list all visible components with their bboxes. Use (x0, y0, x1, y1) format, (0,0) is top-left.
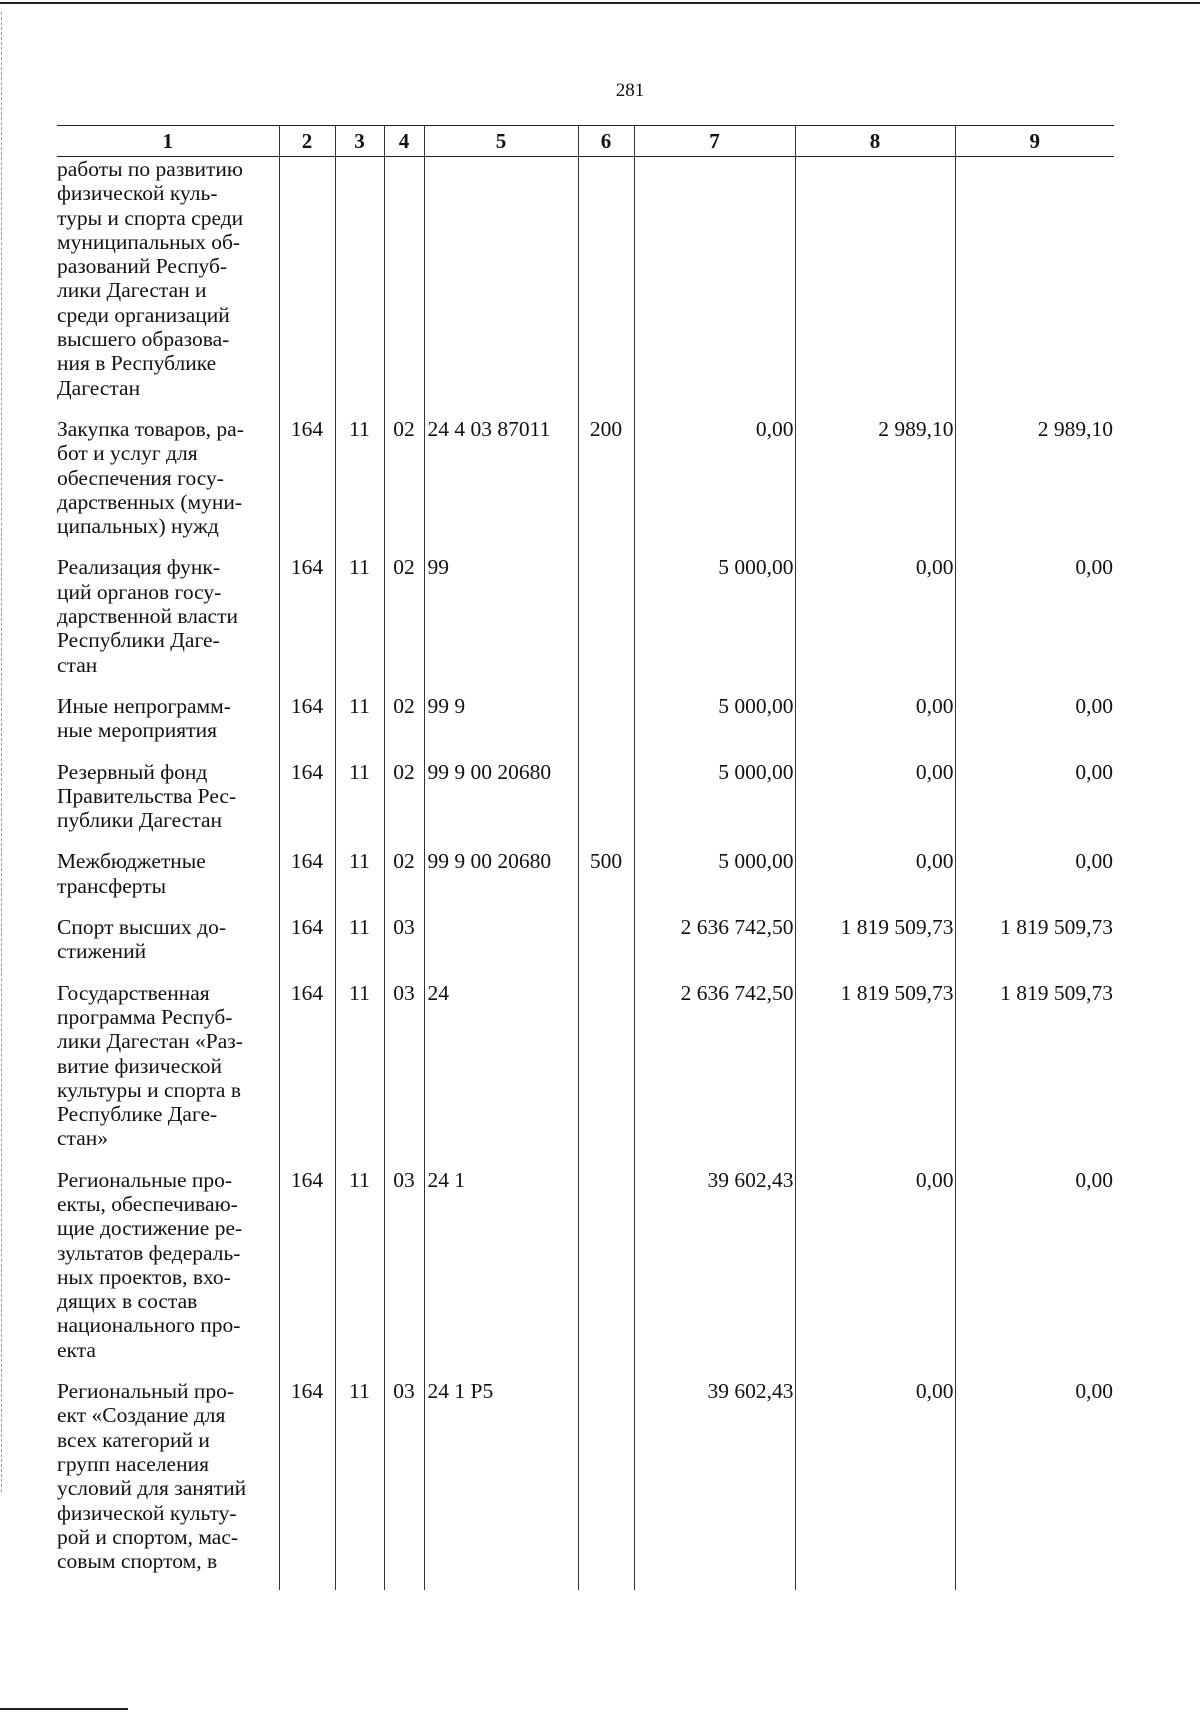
cell-amount-col9: 1 819 509,73 (955, 981, 1114, 1168)
cell-amount-col7: 5 000,00 (634, 849, 795, 915)
name-line: всех категорий и (57, 1427, 210, 1452)
name-line: физической куль- (57, 181, 218, 206)
table-row (57, 417, 1114, 555)
name-line: ект «Создание для (57, 1403, 226, 1428)
name-line: высшего образова- (57, 327, 230, 352)
header-col-6: 6 (578, 126, 634, 157)
cell-name (57, 849, 279, 915)
cell-grbs: 164 (279, 915, 335, 981)
cell-expense-type (578, 157, 634, 417)
cell-amount-col8: 0,00 (795, 694, 955, 760)
name-line: екты, обеспечиваю- (57, 1191, 238, 1216)
name-line: обеспечения госу- (57, 465, 224, 490)
name-line: ций органов госу- (57, 579, 222, 604)
name-line: витие физической (57, 1053, 222, 1078)
cell-subsection: 02 (384, 555, 424, 693)
cell-section: 11 (335, 1379, 384, 1590)
cell-grbs: 164 (279, 981, 335, 1168)
table-row (57, 1379, 1114, 1590)
cell-expense-type (578, 915, 634, 981)
page-number: 281 (615, 80, 645, 101)
name-line: дарственной власти (57, 604, 238, 629)
table-row (57, 694, 1114, 760)
table-row (57, 555, 1114, 693)
cell-name (57, 1168, 279, 1379)
cell-name (57, 157, 279, 417)
cell-amount-col9: 1 819 509,73 (955, 915, 1114, 981)
cell-grbs (279, 157, 335, 417)
cell-target-article: 24 (424, 981, 578, 1168)
cell-expense-type: 500 (578, 849, 634, 915)
cell-amount-col7 (634, 157, 795, 417)
name-line: ные мероприятия (57, 718, 217, 743)
cell-target-article: 99 9 00 20680 (424, 849, 578, 915)
cell-grbs: 164 (279, 760, 335, 850)
cell-amount-col9: 0,00 (955, 694, 1114, 760)
name-line: лики Дагестан «Раз- (57, 1029, 243, 1054)
name-line: щие достижение ре- (57, 1216, 243, 1241)
name-line: бот и услуг для (57, 441, 198, 466)
cell-amount-col9: 0,00 (955, 555, 1114, 693)
name-line: работы по развитию (57, 157, 243, 181)
name-line: лики Дагестан и (57, 278, 207, 303)
cell-expense-type: 200 (578, 417, 634, 555)
name-line: Спорт высших до- (57, 915, 227, 940)
cell-section: 11 (335, 417, 384, 555)
cell-section: 11 (335, 694, 384, 760)
cell-target-article: 99 (424, 555, 578, 693)
cell-name (57, 981, 279, 1168)
name-line: стан (57, 652, 98, 677)
name-line: туры и спорта среди (57, 205, 244, 230)
name-line: ципальных) нужд (57, 514, 219, 539)
cell-section: 11 (335, 555, 384, 693)
cell-expense-type (578, 555, 634, 693)
name-line: Резервный фонд (57, 759, 208, 784)
cell-amount-col7: 5 000,00 (634, 760, 795, 850)
name-line: Региональные про- (57, 1167, 233, 1192)
name-line: групп населения (57, 1451, 209, 1476)
name-line: Дагестан (57, 375, 141, 400)
cell-amount-col7: 39 602,43 (634, 1379, 795, 1590)
cell-amount-col8: 0,00 (795, 1379, 955, 1590)
bottom-rule (0, 1708, 128, 1710)
cell-subsection: 03 (384, 981, 424, 1168)
cell-amount-col8: 1 819 509,73 (795, 981, 955, 1168)
name-line: Закупка товаров, ра- (57, 416, 244, 441)
cell-amount-col8: 0,00 (795, 1168, 955, 1379)
name-line: Республике Даге- (57, 1102, 218, 1127)
cell-amount-col8: 0,00 (795, 555, 955, 693)
header-col-7: 7 (634, 126, 795, 157)
name-line: стижений (57, 939, 147, 964)
table-row (57, 981, 1114, 1168)
cell-target-article: 99 9 00 20680 (424, 760, 578, 850)
cell-amount-col7: 39 602,43 (634, 1168, 795, 1379)
name-line: программа Респуб- (57, 1004, 233, 1029)
cell-grbs: 164 (279, 849, 335, 915)
name-line: дящих в состав (57, 1289, 198, 1314)
cell-grbs: 164 (279, 1379, 335, 1590)
top-border-rule (0, 2, 1200, 4)
name-line: разований Респуб- (57, 254, 228, 279)
name-line: публики Дагестан (57, 808, 223, 833)
name-line: Государственная (57, 980, 210, 1005)
name-line: физической культу- (57, 1500, 237, 1525)
cell-subsection: 02 (384, 849, 424, 915)
cell-target-article: 24 1 P5 (424, 1379, 578, 1590)
cell-expense-type (578, 1168, 634, 1379)
name-line: Правительства Рес- (57, 783, 237, 808)
table-header-row (57, 126, 1114, 157)
name-line: Региональный про- (57, 1379, 235, 1404)
cell-expense-type (578, 760, 634, 850)
cell-grbs: 164 (279, 694, 335, 760)
name-line: условий для занятий (57, 1476, 247, 1501)
cell-section: 11 (335, 1168, 384, 1379)
name-line: национального про- (57, 1313, 241, 1338)
cell-grbs: 164 (279, 555, 335, 693)
name-line: стан» (57, 1126, 108, 1151)
cell-name (57, 417, 279, 555)
cell-name (57, 915, 279, 981)
cell-amount-col9 (955, 157, 1114, 417)
cell-amount-col7: 5 000,00 (634, 694, 795, 760)
cell-amount-col9: 2 989,10 (955, 417, 1114, 555)
name-line: среди организаций (57, 302, 230, 327)
cell-amount-col9: 0,00 (955, 1379, 1114, 1590)
cell-target-article: 99 9 (424, 694, 578, 760)
cell-subsection: 02 (384, 694, 424, 760)
name-line: Реализация функ- (57, 555, 221, 580)
cell-amount-col7: 0,00 (634, 417, 795, 555)
cell-subsection: 03 (384, 915, 424, 981)
cell-section: 11 (335, 760, 384, 850)
name-line: екта (57, 1337, 96, 1362)
name-line: Межбюджетные (57, 849, 206, 874)
name-line: Республики Даге- (57, 628, 220, 653)
header-col-4: 4 (384, 126, 424, 157)
cell-amount-col8: 0,00 (795, 760, 955, 850)
header-col-8: 8 (795, 126, 955, 157)
name-line: трансферты (57, 873, 167, 898)
name-line: культуры и спорта в (57, 1077, 241, 1102)
cell-amount-col8 (795, 157, 955, 417)
cell-subsection: 02 (384, 417, 424, 555)
cell-expense-type (578, 1379, 634, 1590)
name-line: муниципальных об- (57, 229, 241, 254)
cell-subsection: 03 (384, 1379, 424, 1590)
cell-amount-col9: 0,00 (955, 849, 1114, 915)
cell-amount-col8: 0,00 (795, 849, 955, 915)
name-line: рой и спортом, мас- (57, 1524, 239, 1549)
header-col-9: 9 (955, 126, 1114, 157)
cell-grbs: 164 (279, 1168, 335, 1379)
header-col-1: 1 (57, 126, 279, 157)
cell-amount-col9: 0,00 (955, 1168, 1114, 1379)
cell-expense-type (578, 694, 634, 760)
table-row (57, 157, 1114, 417)
cell-name (57, 694, 279, 760)
cell-subsection: 02 (384, 760, 424, 850)
cell-name (57, 1379, 279, 1590)
cell-subsection (384, 157, 424, 417)
cell-amount-col8: 2 989,10 (795, 417, 955, 555)
scan-edge-marks (1, 12, 4, 1492)
name-line: ных проектов, вхо- (57, 1264, 231, 1289)
cell-amount-col7: 2 636 742,50 (634, 915, 795, 981)
cell-section: 11 (335, 915, 384, 981)
table-row (57, 760, 1114, 850)
budget-table (57, 125, 1114, 1590)
cell-name (57, 760, 279, 850)
name-line: Иные непрограмм- (57, 693, 231, 718)
header-col-2: 2 (279, 126, 335, 157)
table-row (57, 915, 1114, 981)
cell-section: 11 (335, 981, 384, 1168)
cell-target-article: 24 1 (424, 1168, 578, 1379)
cell-amount-col9: 0,00 (955, 760, 1114, 850)
name-line: ния в Республике (57, 351, 217, 376)
cell-expense-type (578, 981, 634, 1168)
cell-amount-col7: 2 636 742,50 (634, 981, 795, 1168)
cell-subsection: 03 (384, 1168, 424, 1379)
name-line: дарственных (муни- (57, 489, 243, 514)
header-col-5: 5 (424, 126, 578, 157)
cell-amount-col8: 1 819 509,73 (795, 915, 955, 981)
header-col-3: 3 (335, 126, 384, 157)
cell-target-article (424, 157, 578, 417)
cell-target-article (424, 915, 578, 981)
cell-amount-col7: 5 000,00 (634, 555, 795, 693)
cell-name (57, 555, 279, 693)
table-row (57, 1168, 1114, 1379)
cell-section (335, 157, 384, 417)
cell-target-article: 24 4 03 87011 (424, 417, 578, 555)
name-line: совым спортом, в (57, 1549, 218, 1574)
cell-grbs: 164 (279, 417, 335, 555)
name-line: зультатов федераль- (57, 1240, 241, 1265)
cell-section: 11 (335, 849, 384, 915)
table-body (57, 157, 1114, 1591)
table-row (57, 849, 1114, 915)
